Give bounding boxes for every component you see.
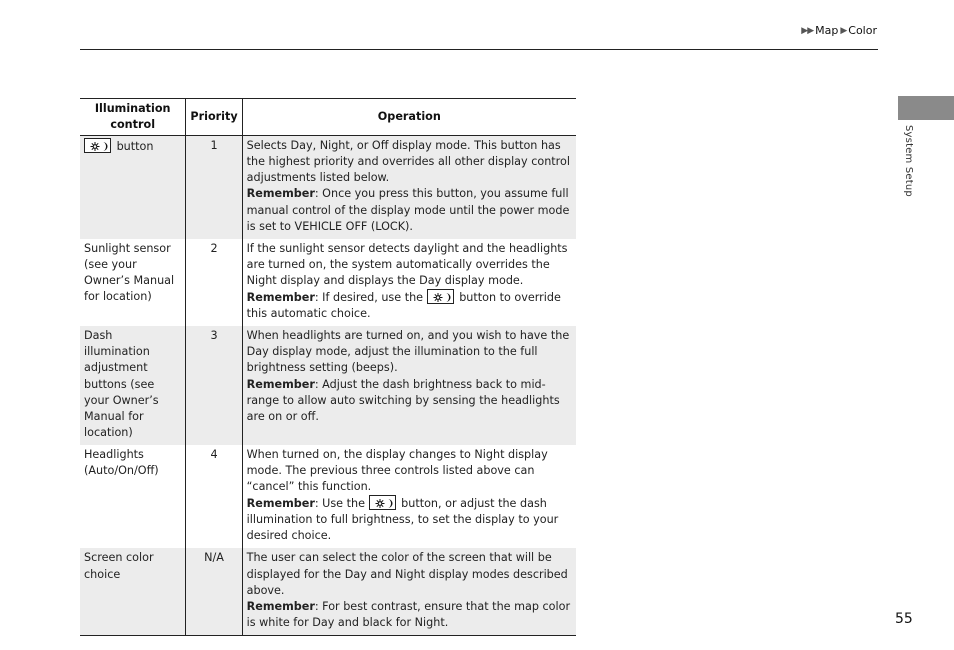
operation-cell (242, 326, 576, 445)
table-row (80, 239, 576, 326)
table-header-row (80, 99, 576, 136)
header-priority: Priority (186, 99, 242, 136)
day-night-button-icon (84, 138, 111, 153)
table-row (80, 136, 576, 239)
breadcrumb-marker: ▶▶ (801, 25, 814, 36)
day-night-button-icon (427, 289, 454, 304)
operation-cell (242, 136, 576, 239)
day-night-button-icon (369, 495, 396, 510)
remember-label: Remember (246, 291, 315, 305)
control-cell: Sunlight sensor (see your Owner’s Manual for location) (84, 241, 175, 304)
operation-text: The user can select the color of the screen that will be displayed for the Day and Night display modes described above. (246, 551, 568, 597)
table-row (80, 548, 576, 635)
priority-cell: N/A (186, 548, 242, 635)
operation-cell (242, 445, 576, 549)
control-cell (80, 136, 186, 239)
header-rule (80, 49, 878, 50)
priority-cell: 3 (186, 326, 242, 445)
breadcrumb-separator: ▶ (840, 25, 847, 36)
priority-cell: 4 (186, 445, 242, 549)
header-operation: Operation (242, 99, 576, 136)
page-number: 55 (895, 611, 913, 627)
remember-label: Remember (246, 599, 315, 613)
breadcrumb-page: Color (848, 24, 877, 37)
section-tab-label: System Setup (903, 125, 914, 197)
breadcrumb (801, 24, 877, 37)
remember-text: : For best contrast, ensure that the map color is white for Day and black for Night. (246, 599, 571, 629)
remember-text: : Use the (314, 497, 365, 511)
remember-text-continued: button, or adjust the dash illumination to full brightness, to set the display to your desired choice. (246, 497, 559, 543)
table-row (80, 326, 576, 445)
remember-label: Remember (246, 377, 315, 391)
remember-text: : If desired, use the (314, 291, 424, 305)
control-cell: Screen color choice (80, 548, 186, 635)
priority-cell: 2 (186, 239, 242, 326)
remember-text-continued: button to override this automatic choice. (246, 291, 561, 321)
operation-cell (242, 548, 576, 635)
control-cell: Headlights (Auto/On/Off) (84, 447, 159, 477)
table-row (80, 445, 576, 549)
remember-label: Remember (246, 187, 315, 201)
control-cell: Dash illumination adjustment buttons (see your Owner’s Manual for location) (80, 326, 186, 445)
remember-text: : Once you press this button, you assume full manual control of the display mode until the power mode is set to VEHICLE OFF (LOCK). (246, 187, 570, 233)
operation-text: When headlights are turned on, and you wish to have the Day display mode, adjust the illumination to the full brightness setting (beeps). (246, 329, 570, 375)
header-illumination-control: Illumination control (80, 99, 186, 136)
illumination-control-table (80, 98, 576, 636)
operation-cell (242, 239, 576, 326)
operation-text: Selects Day, Night, or Off display mode. This button has the highest priority and overrides all other display control adjustments listed below. (246, 139, 570, 185)
remember-text: : Adjust the dash brightness back to mid-range to allow auto switching by sensing the headlights are on or off. (246, 377, 560, 423)
remember-label: Remember (246, 497, 315, 511)
section-tab (898, 96, 954, 120)
control-label: button (116, 140, 154, 154)
breadcrumb-section-link[interactable]: Map (815, 24, 839, 37)
operation-text: When turned on, the display changes to Night display mode. The previous three controls listed above can “cancel” this function. (246, 447, 548, 494)
priority-cell: 1 (186, 136, 242, 239)
operation-text: If the sunlight sensor detects daylight and the headlights are turned on, the system automatically overrides the Night display and displays the Day display mode. (246, 241, 568, 287)
